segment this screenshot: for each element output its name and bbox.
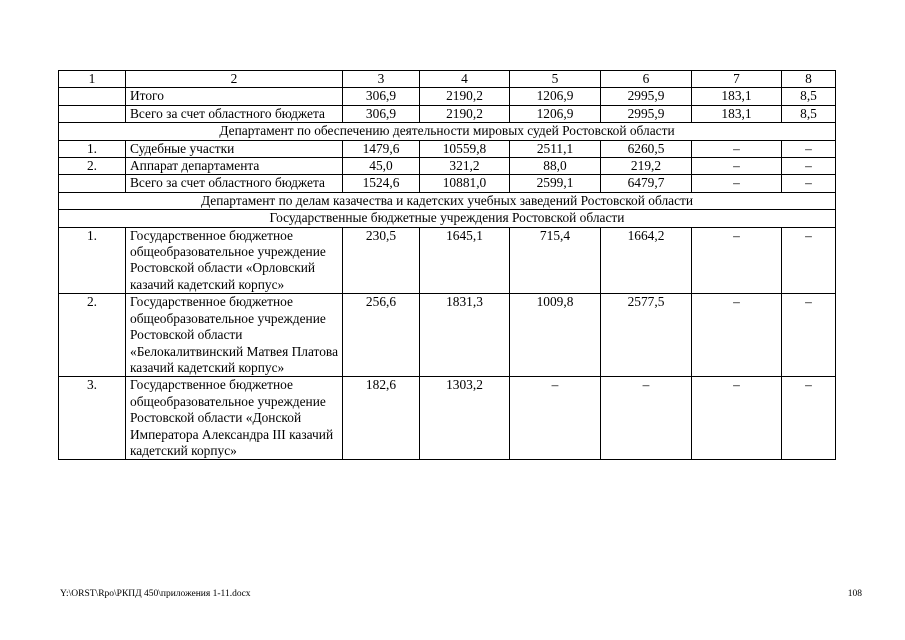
row-number <box>59 175 126 192</box>
value-cell: – <box>692 227 782 294</box>
table-body <box>59 71 836 460</box>
header-cell: 7 <box>692 71 782 88</box>
header-cell: 5 <box>510 71 601 88</box>
value-cell: 2577,5 <box>601 294 692 377</box>
table-row <box>59 227 836 294</box>
table-row <box>59 140 836 157</box>
header-cell: 8 <box>782 71 836 88</box>
value-cell: – <box>782 227 836 294</box>
value-cell: 1479,6 <box>343 140 420 157</box>
header-cell: 3 <box>343 71 420 88</box>
footer-page-number: 108 <box>847 589 862 599</box>
value-cell: – <box>782 377 836 460</box>
row-name: Государственное бюджетное общеобразовательное учреждение Ростовской области «Донской Императора Александра III казачий кадетский корпус» <box>126 377 343 460</box>
value-cell: – <box>692 377 782 460</box>
value-cell: – <box>782 158 836 175</box>
value-cell: 219,2 <box>601 158 692 175</box>
value-cell: 45,0 <box>343 158 420 175</box>
value-cell: 1206,9 <box>510 88 601 105</box>
value-cell: – <box>692 140 782 157</box>
value-cell: 1009,8 <box>510 294 601 377</box>
value-cell: 321,2 <box>420 158 510 175</box>
value-cell: 1303,2 <box>420 377 510 460</box>
value-cell: 1524,6 <box>343 175 420 192</box>
value-cell: – <box>510 377 601 460</box>
row-name: Судебные участки <box>126 140 343 157</box>
value-cell: 183,1 <box>692 105 782 122</box>
value-cell: 6479,7 <box>601 175 692 192</box>
value-cell: 256,6 <box>343 294 420 377</box>
row-number: 1. <box>59 227 126 294</box>
value-cell: 2599,1 <box>510 175 601 192</box>
section-title: Государственные бюджетные учреждения Ростовской области <box>59 210 836 227</box>
section-row <box>59 192 836 209</box>
value-cell: 2511,1 <box>510 140 601 157</box>
value-cell: – <box>782 294 836 377</box>
table-row <box>59 105 836 122</box>
table-row <box>59 294 836 377</box>
row-number: 2. <box>59 294 126 377</box>
value-cell: 10559,8 <box>420 140 510 157</box>
header-cell: 6 <box>601 71 692 88</box>
section-row <box>59 210 836 227</box>
value-cell: 715,4 <box>510 227 601 294</box>
table-header-row <box>59 71 836 88</box>
value-cell: 306,9 <box>343 88 420 105</box>
value-cell: – <box>692 158 782 175</box>
value-cell: 1645,1 <box>420 227 510 294</box>
value-cell: – <box>782 175 836 192</box>
row-name: Всего за счет областного бюджета <box>126 105 343 122</box>
section-title: Департамент по обеспечению деятельности мировых судей Ростовской области <box>59 123 836 140</box>
header-cell: 2 <box>126 71 343 88</box>
value-cell: – <box>692 294 782 377</box>
value-cell: 2190,2 <box>420 88 510 105</box>
table-row <box>59 377 836 460</box>
row-number: 1. <box>59 140 126 157</box>
value-cell: 8,5 <box>782 88 836 105</box>
value-cell: – <box>782 140 836 157</box>
value-cell: 182,6 <box>343 377 420 460</box>
value-cell: 183,1 <box>692 88 782 105</box>
value-cell: 2995,9 <box>601 105 692 122</box>
row-number: 2. <box>59 158 126 175</box>
value-cell: 2190,2 <box>420 105 510 122</box>
value-cell: – <box>601 377 692 460</box>
row-name: Всего за счет областного бюджета <box>126 175 343 192</box>
value-cell: 8,5 <box>782 105 836 122</box>
row-number <box>59 105 126 122</box>
table-row <box>59 88 836 105</box>
header-cell: 4 <box>420 71 510 88</box>
value-cell: – <box>692 175 782 192</box>
value-cell: 1831,3 <box>420 294 510 377</box>
row-name: Государственное бюджетное общеобразовательное учреждение Ростовской области «Орловский казачий кадетский корпус» <box>126 227 343 294</box>
footer-file-path: Y:\ORST\Rpo\РКПД 450\приложения 1-11.docx <box>60 589 251 599</box>
value-cell: 88,0 <box>510 158 601 175</box>
value-cell: 2995,9 <box>601 88 692 105</box>
value-cell: 10881,0 <box>420 175 510 192</box>
value-cell: 6260,5 <box>601 140 692 157</box>
header-cell: 1 <box>59 71 126 88</box>
value-cell: 1664,2 <box>601 227 692 294</box>
value-cell: 1206,9 <box>510 105 601 122</box>
row-name: Итого <box>126 88 343 105</box>
section-row <box>59 123 836 140</box>
value-cell: 230,5 <box>343 227 420 294</box>
value-cell: 306,9 <box>343 105 420 122</box>
section-title: Департамент по делам казачества и кадетских учебных заведений Ростовской области <box>59 192 836 209</box>
row-name: Государственное бюджетное общеобразовательное учреждение Ростовской области «Белокалитвинский Матвея Платова казачий кадетский корпус» <box>126 294 343 377</box>
table-row <box>59 158 836 175</box>
row-name: Аппарат департамента <box>126 158 343 175</box>
table-row <box>59 175 836 192</box>
budget-table <box>58 70 836 460</box>
row-number <box>59 88 126 105</box>
row-number: 3. <box>59 377 126 460</box>
